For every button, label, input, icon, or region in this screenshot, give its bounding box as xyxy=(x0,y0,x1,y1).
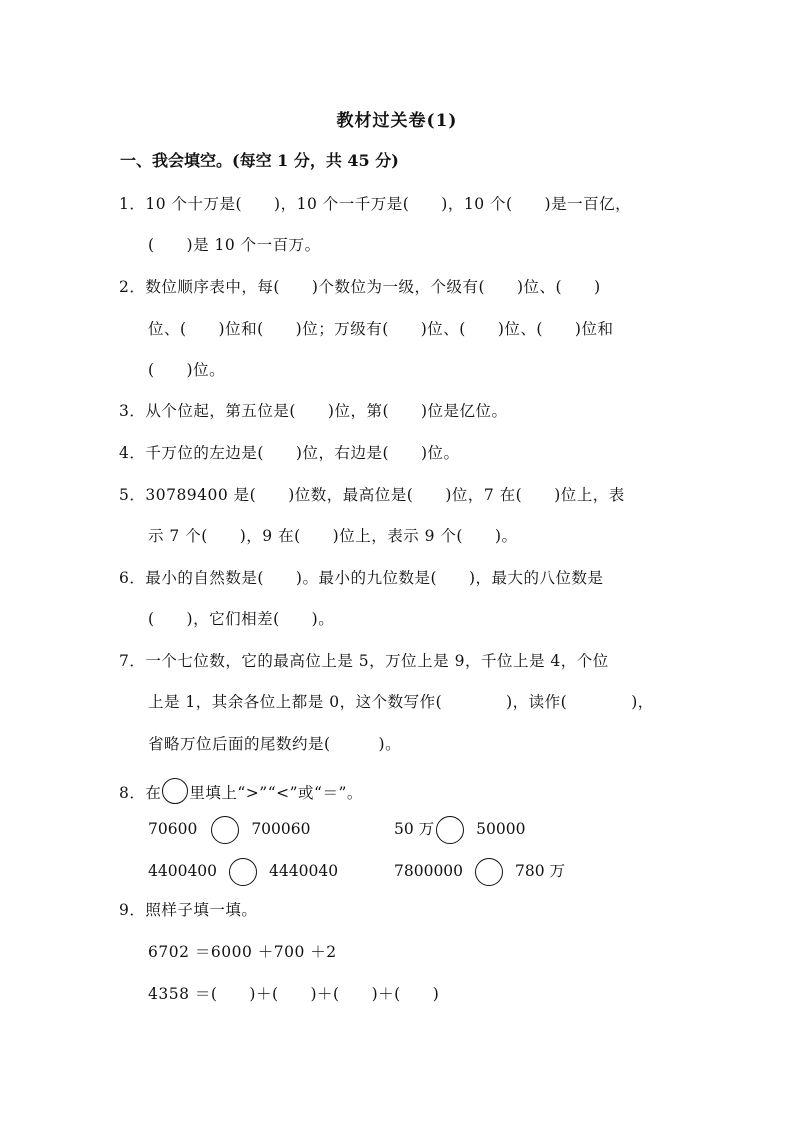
question-9-task: 4358 ＝( )＋( )＋( )＋( ) xyxy=(148,985,440,1003)
comparison-item xyxy=(394,858,565,886)
comparison-circle-input[interactable] xyxy=(229,858,257,886)
page-title: 教材过关卷(1) xyxy=(336,111,458,131)
comparison-right: 4440040 xyxy=(269,862,339,880)
question-3: 3．从个位起，第五位是( )位，第( )位是亿位。 xyxy=(119,402,508,420)
question-7-line-2: 上是 1，其余各位上都是 0，这个数写作( )，读作( )， xyxy=(148,693,654,711)
question-1-line-2: ( )是 10 个一百万。 xyxy=(148,236,321,254)
comparison-circle-input[interactable] xyxy=(211,816,239,844)
question-8-suffix: 里填上“>”“<”或“＝”。 xyxy=(189,784,363,802)
comparison-circle-input[interactable] xyxy=(475,858,503,886)
comparison-left: 7800000 xyxy=(394,862,464,880)
question-8-prefix: 8．在 xyxy=(119,784,162,802)
question-9-instruction: 9．照样子填一填。 xyxy=(119,901,258,919)
question-5-line-2: 示 7 个( )，9 在( )位上，表示 9 个( )。 xyxy=(148,527,518,545)
comparison-circle-input[interactable] xyxy=(436,816,464,844)
question-2-line-1: 2．数位顺序表中，每( )个数位为一级，个级有( )位、( ) xyxy=(119,278,601,296)
question-2-line-3: ( )位。 xyxy=(148,361,226,379)
question-5-line-1: 5．30789400 是( )位数，最高位是( )位，7 在( )位上，表 xyxy=(119,486,625,504)
question-1-line-1: 1．10 个十万是( )，10 个一千万是( )，10 个( )是一百亿， xyxy=(119,195,632,213)
question-9-example: 6702 ＝6000 ＋700 ＋2 xyxy=(148,943,337,961)
question-6-line-1: 6．最小的自然数是( )。最小的九位数是( )，最大的八位数是 xyxy=(119,569,604,587)
comparison-right: 700060 xyxy=(251,820,311,838)
comparison-item xyxy=(148,858,338,886)
circle-blank-icon xyxy=(162,778,188,804)
question-4: 4．千万位的左边是( )位，右边是( )位。 xyxy=(119,444,460,462)
comparison-right: 780 万 xyxy=(515,862,566,880)
question-8-instruction xyxy=(119,778,363,804)
question-6-line-2: ( )，它们相差( )。 xyxy=(148,610,335,628)
comparison-item xyxy=(394,816,525,844)
comparison-left: 50 万 xyxy=(394,820,435,838)
question-7-line-3: 省略万位后面的尾数约是( )。 xyxy=(148,735,402,753)
question-2-line-2: 位、( )位和( )位；万级有( )位、( )位、( )位和 xyxy=(148,320,614,338)
comparison-right: 50000 xyxy=(476,820,526,838)
section-heading: 一、我会填空。(每空 1 分，共 45 分) xyxy=(120,151,399,170)
comparison-left: 4400400 xyxy=(148,862,218,880)
question-7-line-1: 7．一个七位数，它的最高位上是 5，万位上是 9，千位上是 4，个位 xyxy=(119,652,609,670)
comparison-item xyxy=(148,816,310,844)
comparison-left: 70600 xyxy=(148,820,198,838)
